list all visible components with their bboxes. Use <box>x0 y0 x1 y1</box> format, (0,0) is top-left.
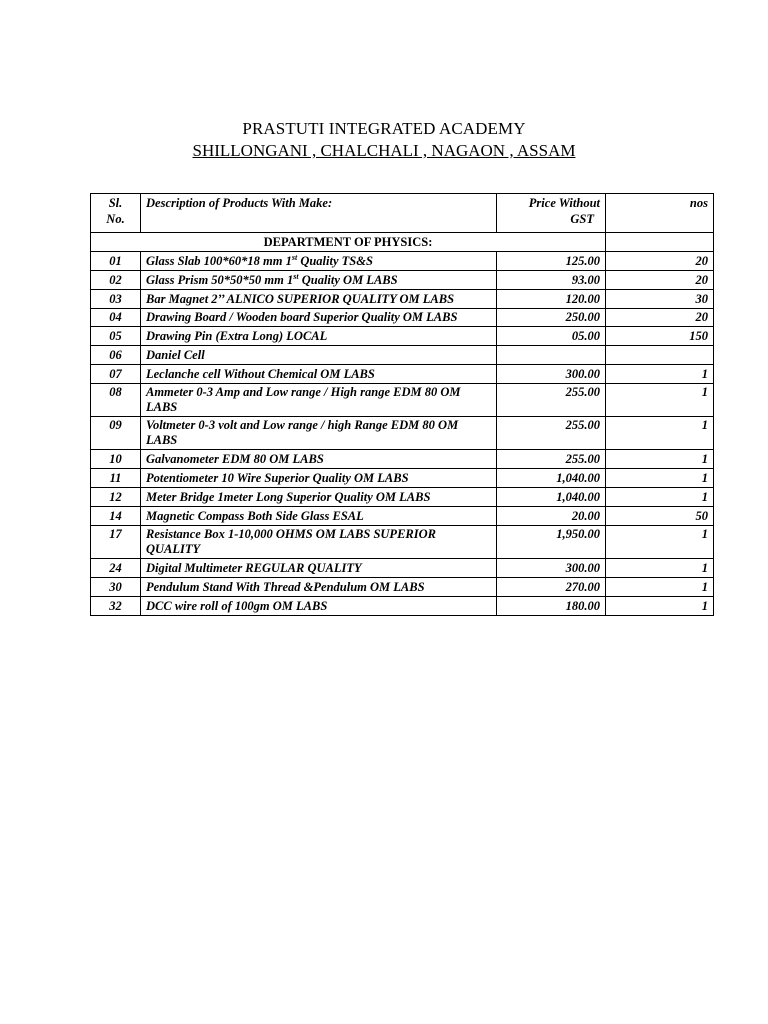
row-serial-number: 03 <box>91 290 141 309</box>
row-price: 1,040.00 <box>497 488 606 507</box>
row-serial-number: 09 <box>91 417 141 450</box>
institution-address: SHILLONGANI , CHALCHALI , NAGAON , ASSAM <box>192 141 576 160</box>
table-row <box>91 309 714 327</box>
row-description: DCC wire roll of 100gm OM LABS <box>141 597 497 616</box>
row-price: 120.00 <box>497 290 606 309</box>
table-row <box>91 597 714 616</box>
row-description: Ammeter 0-3 Amp and Low range / High range EDM 80 OM LABS <box>141 384 497 417</box>
row-price: 125.00 <box>497 252 606 271</box>
table-row <box>91 417 714 450</box>
row-price: 05.00 <box>497 327 606 346</box>
row-description: Potentiometer 10 Wire Superior Quality OM LABS <box>141 469 497 488</box>
row-price: 1,040.00 <box>497 469 606 488</box>
product-price-table <box>90 193 714 616</box>
row-description: Galvanometer EDM 80 OM LABS <box>141 450 497 469</box>
table-row <box>91 327 714 346</box>
department-heading: DEPARTMENT OF PHYSICS: <box>91 233 606 252</box>
row-description: Drawing Board / Wooden board Superior Quality OM LABS <box>141 309 497 327</box>
row-description: Voltmeter 0-3 volt and Low range / high Range EDM 80 OM LABS <box>141 417 497 450</box>
row-price <box>497 346 606 365</box>
row-quantity: 20 <box>606 271 714 290</box>
row-serial-number: 06 <box>91 346 141 365</box>
document-header <box>0 118 768 162</box>
row-description: Drawing Pin (Extra Long) LOCAL <box>141 327 497 346</box>
row-quantity: 1 <box>606 469 714 488</box>
row-serial-number: 32 <box>91 597 141 616</box>
row-quantity: 50 <box>606 507 714 526</box>
row-quantity: 1 <box>606 526 714 559</box>
row-serial-number: 12 <box>91 488 141 507</box>
column-header-nos: nos <box>606 194 714 233</box>
row-quantity: 150 <box>606 327 714 346</box>
department-row-empty-cell <box>606 233 714 252</box>
table-row <box>91 488 714 507</box>
table-row <box>91 290 714 309</box>
row-price: 255.00 <box>497 417 606 450</box>
row-price: 180.00 <box>497 597 606 616</box>
row-quantity: 1 <box>606 450 714 469</box>
row-description: Digital Multimeter REGULAR QUALITY <box>141 559 497 578</box>
row-description: Daniel Cell <box>141 346 497 365</box>
row-price: 255.00 <box>497 450 606 469</box>
row-price: 93.00 <box>497 271 606 290</box>
row-quantity: 20 <box>606 309 714 327</box>
table-row <box>91 578 714 597</box>
row-quantity: 1 <box>606 417 714 450</box>
table-header-row <box>91 194 714 233</box>
row-description: Glass Slab 100*60*18 mm 1st Quality TS&S <box>141 252 497 271</box>
row-serial-number: 02 <box>91 271 141 290</box>
row-quantity: 20 <box>606 252 714 271</box>
row-quantity: 1 <box>606 578 714 597</box>
table-row <box>91 469 714 488</box>
row-description: Leclanche cell Without Chemical OM LABS <box>141 365 497 384</box>
row-quantity: 1 <box>606 559 714 578</box>
table-row <box>91 559 714 578</box>
table-row <box>91 450 714 469</box>
column-header-description: Description of Products With Make: <box>141 194 497 233</box>
table-row <box>91 526 714 559</box>
row-price: 300.00 <box>497 559 606 578</box>
row-serial-number: 01 <box>91 252 141 271</box>
row-serial-number: 30 <box>91 578 141 597</box>
row-quantity: 30 <box>606 290 714 309</box>
row-quantity <box>606 346 714 365</box>
row-description: Resistance Box 1-10,000 OHMS OM LABS SUPERIOR QUALITY <box>141 526 497 559</box>
table-row <box>91 365 714 384</box>
row-price: 255.00 <box>497 384 606 417</box>
row-serial-number: 04 <box>91 309 141 327</box>
row-serial-number: 17 <box>91 526 141 559</box>
row-price: 300.00 <box>497 365 606 384</box>
row-price: 20.00 <box>497 507 606 526</box>
row-serial-number: 08 <box>91 384 141 417</box>
department-row <box>91 233 714 252</box>
institution-name: PRASTUTI INTEGRATED ACADEMY <box>242 119 526 138</box>
row-serial-number: 14 <box>91 507 141 526</box>
column-header-sl: Sl. No. <box>91 194 141 233</box>
row-price: 270.00 <box>497 578 606 597</box>
table-row <box>91 507 714 526</box>
table-row <box>91 271 714 290</box>
row-quantity: 1 <box>606 384 714 417</box>
row-description: Glass Prism 50*50*50 mm 1st Quality OM LABS <box>141 271 497 290</box>
row-serial-number: 10 <box>91 450 141 469</box>
column-header-price: Price Without GST <box>497 194 606 233</box>
row-description: Magnetic Compass Both Side Glass ESAL <box>141 507 497 526</box>
row-description: Bar Magnet 2’’ ALNICO SUPERIOR QUALITY OM LABS <box>141 290 497 309</box>
row-description: Pendulum Stand With Thread &Pendulum OM LABS <box>141 578 497 597</box>
row-quantity: 1 <box>606 365 714 384</box>
row-quantity: 1 <box>606 597 714 616</box>
table-row <box>91 252 714 271</box>
row-serial-number: 24 <box>91 559 141 578</box>
row-quantity: 1 <box>606 488 714 507</box>
table-row <box>91 384 714 417</box>
row-serial-number: 11 <box>91 469 141 488</box>
table-row <box>91 346 714 365</box>
row-serial-number: 05 <box>91 327 141 346</box>
row-description: Meter Bridge 1meter Long Superior Quality OM LABS <box>141 488 497 507</box>
row-price: 1,950.00 <box>497 526 606 559</box>
row-serial-number: 07 <box>91 365 141 384</box>
row-price: 250.00 <box>497 309 606 327</box>
